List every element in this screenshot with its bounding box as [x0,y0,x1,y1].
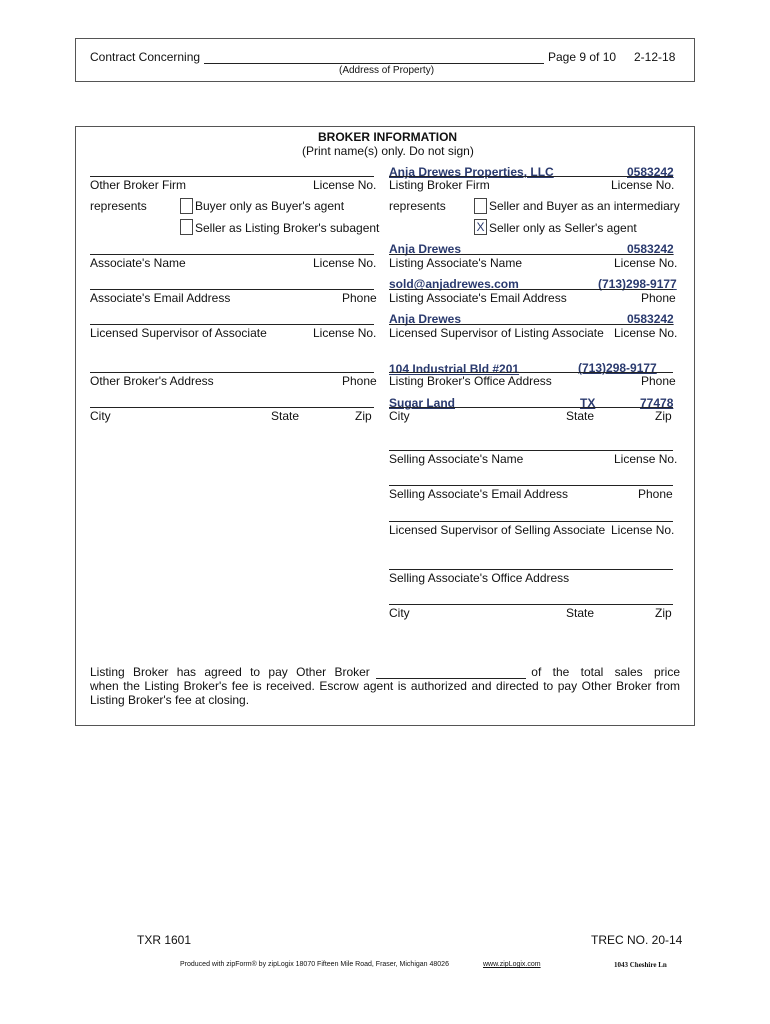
selling-zip-label: Zip [655,606,672,620]
city-value[interactable]: Sugar Land [389,396,456,410]
selling-associate-email-label: Selling Associate's Email Address [389,487,569,501]
associate-email-field[interactable] [90,289,374,290]
listing-firm-value[interactable]: Anja Drewes Properties, LLC [389,165,554,179]
left-zip-label: Zip [355,409,372,423]
listing-associate-email-field [389,289,673,290]
other-broker-address-label: Other Broker's Address [90,374,214,388]
buyer-agent-option: Buyer only as Buyer's agent [195,199,345,213]
right-state-label: State [566,409,595,423]
listing-associate-field [389,254,673,255]
other-broker-firm-field[interactable] [90,176,374,177]
licensed-supervisor-label: Licensed Supervisor of Associate [90,326,267,340]
listing-associate-phone-label: Phone [641,291,676,305]
subagent-option: Seller as Listing Broker's subagent [195,221,380,235]
left-represents-label: represents [90,199,147,213]
page-number: Page 9 of 10 [548,50,617,64]
address-caption: (Address of Property) [339,65,435,76]
selling-office-address-field[interactable] [389,569,673,570]
right-zip-label: Zip [655,409,672,423]
other-broker-firm-label: Other Broker Firm [90,178,187,192]
selling-associate-phone-label: Phone [638,487,673,501]
associate-email-label: Associate's Email Address [90,291,231,305]
left-state-label: State [271,409,300,423]
seller-agent-option: Seller only as Seller's agent [489,221,637,235]
associate-phone-label: Phone [342,291,377,305]
listing-supervisor-license-value[interactable]: 0583242 [627,312,674,326]
other-broker-address-field[interactable] [90,372,374,373]
fee-text-part2: of the total sales price [531,665,680,679]
left-city-label: City [90,409,111,423]
seller-agent-checkbox[interactable]: X [474,219,487,235]
intermediary-checkbox[interactable] [474,198,487,214]
selling-associate-name-label: Selling Associate's Name [389,452,524,466]
fee-paragraph-line1 [90,665,680,679]
licensed-supervisor-listing-label: Licensed Supervisor of Listing Associate [389,326,604,340]
listing-supervisor-license-label: License No. [614,326,678,340]
selling-office-address-label: Selling Associate's Office Address [389,571,570,585]
selling-city-field[interactable] [389,604,673,605]
licensed-supervisor-selling-label: Licensed Supervisor of Selling Associate [389,523,606,537]
selling-state-label: State [566,606,595,620]
listing-associate-email-value[interactable]: sold@anjadrewes.com [389,277,519,291]
associate-name-label: Associate's Name [90,256,186,270]
form-date: 2-12-18 [634,50,676,64]
office-phone-value[interactable]: (713)298-9177 [578,361,657,375]
broker-info-subtitle: (Print name(s) only. Do not sign) [302,144,474,158]
buyer-agent-checkbox[interactable] [180,198,193,214]
fee-text-part1: Listing Broker has agreed to pay Other Broker [90,665,370,679]
listing-office-address-label: Listing Broker's Office Address [389,374,552,388]
listing-associate-email-label: Listing Associate's Email Address [389,291,567,305]
subagent-checkbox[interactable] [180,219,193,235]
listing-associate-name-label: Listing Associate's Name [389,256,523,270]
selling-supervisor-field[interactable] [389,521,673,522]
selling-associate-email-field[interactable] [389,485,673,486]
listing-associate-phone-value[interactable]: (713)298-9177 [598,277,677,291]
fee-amount-field[interactable] [376,666,526,679]
selling-city-label: City [389,606,410,620]
other-broker-license-label: License No. [313,178,377,192]
listing-supervisor-field [389,324,673,325]
listing-associate-license-value[interactable]: 0583242 [627,242,674,256]
listing-firm-field [389,176,673,177]
fee-paragraph-rest: when the Listing Broker's fee is received. Escrow agent is authorized and directed to pay Other Broker from Listing Broker's fee at closing. [90,679,680,707]
listing-office-phone-label: Phone [641,374,676,388]
zip-value[interactable]: 77478 [640,396,674,410]
listing-supervisor-value[interactable]: Anja Drewes [389,312,462,326]
right-city-field [389,407,673,408]
listing-office-address-field [389,372,673,373]
office-address-value[interactable]: 104 Industrial Bld #201 [389,362,520,376]
contract-concerning-label: Contract Concerning [90,50,201,64]
broker-info-box [75,126,695,726]
property-footer: 1043 Cheshire Ln [614,961,667,969]
associate-license-label: License No. [313,256,377,270]
left-city-field[interactable] [90,407,374,408]
selling-supervisor-license-label: License No. [611,523,675,537]
selling-associate-license-label: License No. [614,452,678,466]
address-field[interactable] [204,63,544,64]
associate-name-field[interactable] [90,254,374,255]
produced-by: Produced with zipForm® by zipLogix 18070 Fifteen Mile Road, Fraser, Michigan 48026 [180,961,449,968]
other-broker-phone-label: Phone [342,374,377,388]
right-city-label: City [389,409,410,423]
intermediary-option: Seller and Buyer as an intermediary [489,199,680,213]
supervisor-license-label: License No. [313,326,377,340]
right-represents-label: represents [389,199,446,213]
broker-info-title: BROKER INFORMATION [318,130,458,144]
form-id: TXR 1601 [137,933,192,947]
state-value[interactable]: TX [580,396,596,410]
licensed-supervisor-field[interactable] [90,324,374,325]
listing-associate-value[interactable]: Anja Drewes [389,242,462,256]
trec-number: TREC NO. 20-14 [591,933,683,947]
ziplogix-link[interactable]: www.zipLogix.com [483,961,541,968]
listing-broker-firm-label: Listing Broker Firm [389,178,490,192]
listing-firm-license-label: License No. [611,178,675,192]
listing-firm-license-value[interactable]: 0583242 [627,165,674,179]
listing-associate-license-label: License No. [614,256,678,270]
selling-associate-name-field[interactable] [389,450,673,451]
